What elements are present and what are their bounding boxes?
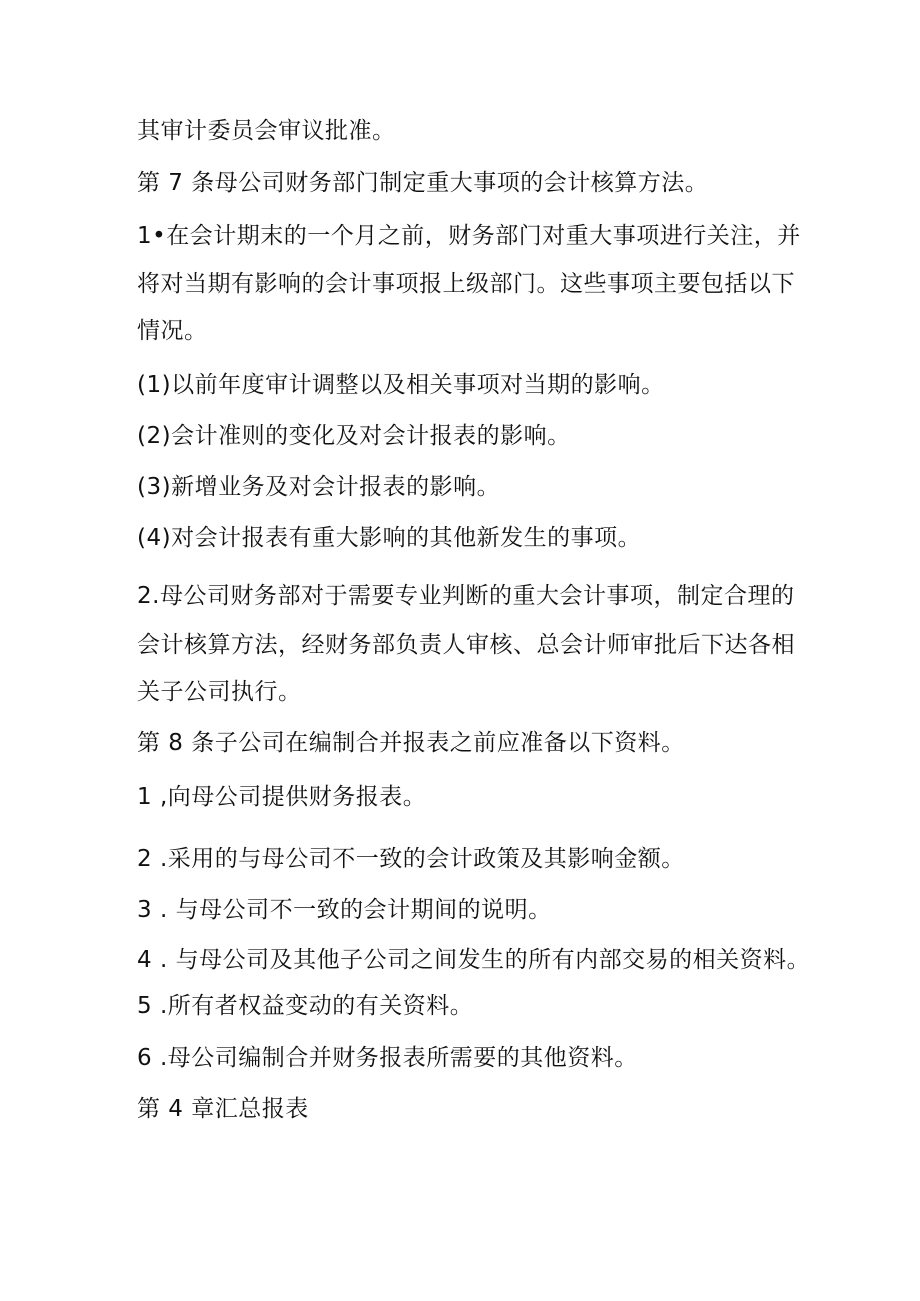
text-line: 1•在会计期末的一个月之前，财务部门对重大事项进行关注，并: [137, 223, 801, 249]
text-line: 其审计委员会审议批准。: [137, 118, 396, 144]
text-line: 将对当期有影响的会计事项报上级部门。这些事项主要包括以下: [137, 271, 795, 297]
list-item: 5 .所有者权益变动的有关资料。: [137, 993, 474, 1019]
text-line: 会计核算方法，经财务部负责人审核、总会计师审批后下达各相: [137, 632, 795, 658]
list-item: 3 . 与母公司不一致的会计期间的说明。: [137, 897, 552, 923]
list-item: (3)新增业务及对会计报表的影响。: [137, 474, 501, 500]
list-item: 1 ,向母公司提供财务报表。: [137, 784, 427, 810]
list-item: (4)对会计报表有重大影响的其他新发生的事项。: [137, 525, 642, 551]
text-line: 情况。: [137, 318, 208, 344]
list-item: 4 . 与母公司及其他子公司之间发生的所有内部交易的相关资料。: [137, 947, 811, 973]
article-heading: 第 7 条母公司财务部门制定重大事项的会计核算方法。: [137, 170, 709, 196]
list-item: 6 .母公司编制合并财务报表所需要的其他资料。: [137, 1045, 638, 1071]
list-item: (2)会计准则的变化及对会计报表的影响。: [137, 423, 571, 449]
list-item: 2 .采用的与母公司不一致的会计政策及其影响金额。: [137, 846, 685, 872]
list-item: (1)以前年度审计调整以及相关事项对当期的影响。: [137, 372, 665, 398]
article-heading: 第 8 条子公司在编制合并报表之前应准备以下资料。: [137, 730, 685, 756]
chapter-heading: 第 4 章汇总报表: [137, 1096, 309, 1122]
text-line: 关子公司执行。: [137, 679, 302, 705]
text-line: 2.母公司财务部对于需要专业判断的重大会计事项，制定合理的: [137, 583, 795, 609]
